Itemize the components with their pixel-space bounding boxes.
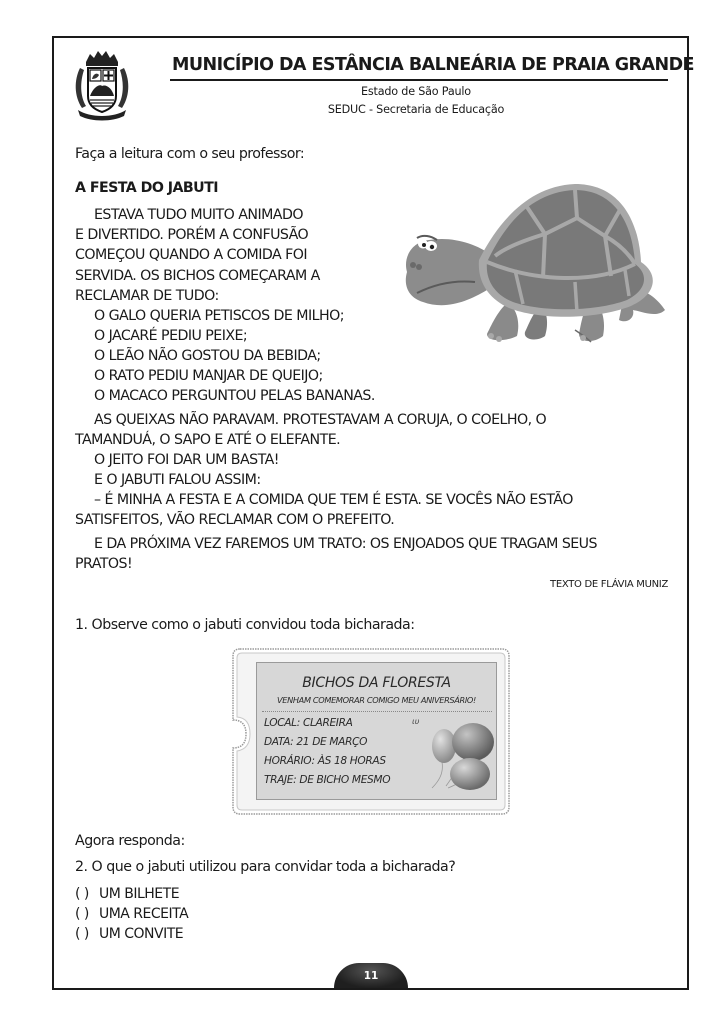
invitation-title: BICHOS DA FLORESTA <box>302 675 451 691</box>
story-line: ESTAVA TUDO MUITO ANIMADO <box>94 207 303 223</box>
story-line: – É MINHA A FESTA E A COMIDA QUE TEM É ESTA. SE VOCÊS NÃO ESTÃO <box>94 492 573 508</box>
invitation-divider <box>262 711 492 712</box>
story-line: O RATO PEDIU MANJAR DE QUEIJO; <box>94 368 323 384</box>
option-label: UM BILHETE <box>98 886 180 902</box>
balloons-icon <box>428 722 496 792</box>
page-number: 11 <box>363 970 379 982</box>
turtle-illustration <box>395 178 680 346</box>
story-line: AS QUEIXAS NÃO PARAVAM. PROTESTAVAM A CORUJA, O COELHO, O <box>94 412 547 428</box>
invitation-mark: ιυ <box>412 717 420 726</box>
department-name: SEDUC - Secretaria de Educação <box>327 103 505 116</box>
answer-prompt: Agora responda: <box>75 833 185 849</box>
option-label: UM CONVITE <box>98 926 184 942</box>
text-credit: TEXTO DE FLÁVIA MUNIZ <box>550 579 668 590</box>
story-line: O GALO QUERIA PETISCOS DE MILHO; <box>94 308 344 324</box>
state-name: Estado de São Paulo <box>361 85 471 98</box>
story-title: A FESTA DO JABUTI <box>75 180 218 196</box>
option-convite[interactable] <box>75 926 183 942</box>
story-line: O LEÃO NÃO GOSTOU DA BEBIDA; <box>94 348 321 364</box>
story-line: E DIVERTIDO. PORÉM A CONFUSÃO <box>75 227 309 243</box>
option-label: UMA RECEITA <box>98 906 189 922</box>
story-line: SERVIDA. OS BICHOS COMEÇARAM A <box>75 268 320 284</box>
reading-instruction: Faça a leitura com o seu professor: <box>75 146 305 162</box>
answer-checkbox[interactable]: ( ) <box>75 926 89 942</box>
story-line: TAMANDUÁ, O SAPO E ATÉ O ELEFANTE. <box>75 432 341 448</box>
story-line: E DA PRÓXIMA VEZ FAREMOS UM TRATO: OS ENJOADOS QUE TRAGAM SEUS <box>94 536 597 552</box>
story-line: O JEITO FOI DAR UM BASTA! <box>94 452 279 468</box>
question-2: 2. O que o jabuti utilizou para convidar toda a bicharada? <box>75 859 456 875</box>
question-1: 1. Observe como o jabuti convidou toda bicharada: <box>75 617 415 633</box>
header-divider <box>170 79 668 81</box>
option-bilhete[interactable] <box>75 886 179 902</box>
invitation-detail-local: LOCAL: CLAREIRA <box>264 717 353 729</box>
story-line: SATISFEITOS, VÃO RECLAMAR COM O PREFEITO. <box>75 512 395 528</box>
municipality-title: MUNICÍPIO DA ESTÂNCIA BALNEÁRIA DE PRAIA GRANDE <box>172 55 694 75</box>
invitation-detail-dress: TRAJE: DE BICHO MESMO <box>264 774 391 786</box>
option-receita[interactable] <box>75 906 188 922</box>
invitation-detail-time: HORÁRIO: ÀS 18 HORAS <box>264 755 386 767</box>
story-line: O MACACO PERGUNTOU PELAS BANANAS. <box>94 388 375 404</box>
municipal-coat-of-arms-icon <box>72 48 132 122</box>
story-line: COMEÇOU QUANDO A COMIDA FOI <box>75 247 307 263</box>
invitation-detail-date: DATA: 21 DE MARÇO <box>264 736 368 748</box>
story-line: E O JABUTI FALOU ASSIM: <box>94 472 261 488</box>
answer-checkbox[interactable]: ( ) <box>75 886 89 902</box>
invitation-subtitle: VENHAM COMEMORAR COMIGO MEU ANIVERSÁRIO! <box>277 695 476 705</box>
story-line: RECLAMAR DE TUDO: <box>75 288 219 304</box>
story-line: O JACARÉ PEDIU PEIXE; <box>94 328 248 344</box>
story-line: PRATOS! <box>75 556 133 572</box>
answer-checkbox[interactable]: ( ) <box>75 906 89 922</box>
